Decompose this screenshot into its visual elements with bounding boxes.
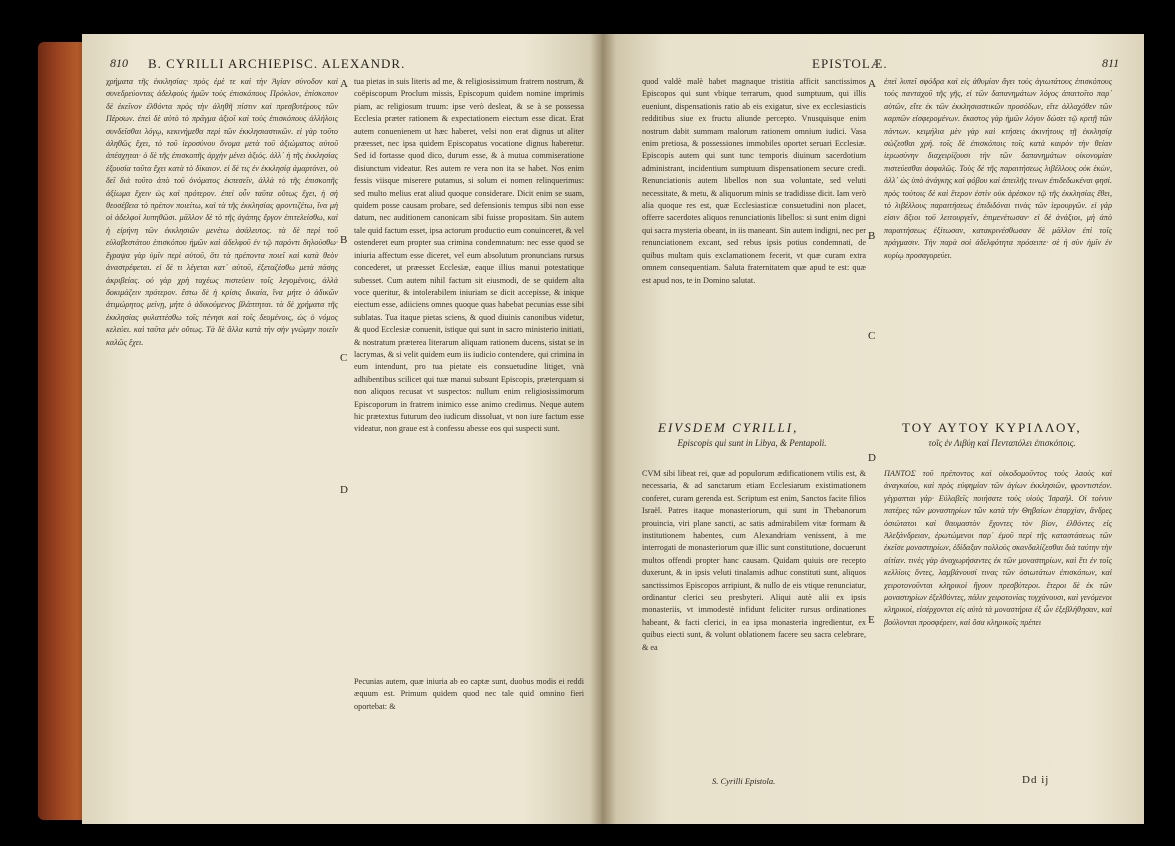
signature-mark: Dd ij (1022, 774, 1050, 786)
right-page (602, 34, 1144, 824)
left-latin-column (354, 76, 584, 666)
right-margin-letter-b: B (868, 230, 876, 242)
book-gutter (590, 34, 616, 824)
right-margin-letter-a: A (868, 78, 876, 90)
margin-letter-b: B (340, 234, 348, 246)
right-greek-text-bottom: ΠΑΝΤΟΣ τοῦ πρέποντος καὶ οἰκοδομοῦντος τοὺς λαοὺς καὶ ἀναγκαίου, καὶ πρὸς εὐφημίαν τῶν ἁγίων ἐκκλησιῶν, φροντιστέον. γέγραπται γάρ· Εὐλαβεῖς ποιήσατε τοὺς υἱοὺς Ἰσραήλ. Οἱ τοίνυν πατέρες τῶν μοναστηρίων τῶν κατὰ τὴν Θηβαίων ἐπαρχίαν, ἄνδρες ὁσιώτατοι καὶ θαυμαστὸν ἔχοντες τὸν βίον, ἐλθόντες εἰς Ἀλεξάνδρειαν, ἐρωτώμενοι παρ᾽ ἐμοῦ περὶ τῆς καταστάσεως τῶν ἐκεῖσε μοναστηρίων, ἐδίδαξαν πολλοὺς σκανδαλίζεσθαι διὰ ταύτην τὴν αἰτίαν. τινὲς γὰρ ἀναχωρήσαντες ἐκ τῶν μοναστηρίων, καὶ ἔτι ἐν τοῖς κελλίοις ὄντες, λαμβάνουσί τινας τῶν ὁσιωτάτων ἐπισκόπων, καὶ χειροτονοῦνται κληρικοὶ ἤγουν πρεσβύτεροι. ἕτεροι δὲ ἐκ τῶν μοναστηρίων ἐξελθόντες, πάλιν χειροτονίας τυγχάνουσι, καὶ γενόμενοι κληρικοί, εἰσέρχονται εἰς αὐτὰ τὰ μοναστήρια ἐξ ὧν ἐξεβλήθησαν, καὶ βούλονται προσφέρειν, καὶ ὅσα κληρικοῖς πρέπει (884, 469, 1112, 627)
right-greek-column-top (884, 76, 1112, 406)
left-page (82, 34, 602, 824)
margin-letter-c: C (340, 352, 348, 364)
right-greek-text-top: ἐπεὶ λυπεῖ σφόδρα καὶ εἰς ἀθυμίαν ἄγει τοὺς ἁγιωτάτους ἐπισκόπους τοὺς πανταχοῦ τῆς γῆς, εἰ τῶν δαπανημάτων λόγος ἀπαιτοῖτο παρ᾽ αὐτῶν, εἴτε ἐκ τῶν ἐκκλησιαστικῶν προσόδων, εἴτε ἀλλαχόθεν τῶν καρπῶν εἰσφερομένων. ἕκαστος γὰρ ἡμῶν λόγον δώσει τῷ κριτῇ τῶν πάντων. κειμήλια μὲν γὰρ καὶ κτήσεις ἀκινήτους τῇ ἐκκλησίᾳ σώζεσθαι χρή. τοῖς δὲ ἐπισκόποις τοῖς κατὰ καιρὸν τὴν θείαν ἱερωσύνην διαχειρίζουσι τὴν τῶν δαπανημάτων οἰκονομίαν πιστεύεσθαι ἀσφαλῶς. Τοὺς δὲ τῆς παραιτήσεως λιβέλλους οὐκ ἑκὼν, ἀλλ᾽ ὡς ὑπὸ ἀνάγκης καὶ φόβου καὶ ἀπειλῆς τινων ἐπιδεδωκέναι φησί. πρὸς τούτοις δὲ καὶ ἕτερον ἐστὶν οὐκ ἀρέσκον τῷ τῆς ἐκκλησίας ἔθει, τὸ λιβέλλους παραιτήσεως ἐπιδιδόναι τινὰς τῶν ἱερουργῶν. εἰ γάρ εἰσιν ἄξιοι τοῦ λειτουργεῖν, ἐπιμενέτωσαν· εἰ δὲ ἀνάξιοι, μὴ ἀπὸ παραιτήσεως ἐξίτωσαν, κατακρινέσθωσαν δὲ μᾶλλον ἐπὶ τοῖς πράγμασιν. Τὴν παρὰ σοὶ ἀδελφότητα πρόσειπε· σὲ ἡ σὺν ἡμῖν ἐν κυρίῳ προσαγορεύει. (884, 77, 1112, 260)
left-latin-text: tua pietas in suis literis ad me, & religiosissimum fratrem nostrum, & coëpiscopum Proclum missis, Episcopum quidem nomine imprimis piam, ac religiosum truum: ipse verò desleat, & se à se possessa Ecclesia præter rationem & expectationem eiectum esse dicat. Erat autem conuenienem ut hæc haberet, velsi non erat dignus ut aliter præesset, nec ipsa quidem Episcopatus vocatione dignus haberetur. Sed id fortasse quod dico, durum esse, & à mutua commiseratione disiunctum videatur. Res autem re vera non ita se habet. Nos enim fessis viisque miserere putamus, si solum ei nomen relinquerimus: sed multo melius erat aliud quoque considerare. Dicit enim se suam, quidem posse causam probare, sed defensionis tempus sibi non esse datum, nec auditionem canonicam sibi fuisse propositam. Sin autem tale quid factum esset, ipsa actorum productio eum conuinceret, & vel ostenderet eum propter sua crimina condemnatum: nec esse quod se iniuria affectum esse diceret, vel eum absolutum pronuncians rursus concederet, ut præesset Ecclesiæ, eaque illius manui potestatique subesset. Cum autem nihil factum sit eiusmodi, de se quidem alta voce queritur, & intolerabilem iniuriam se dicit accepisse, & inique eiectum esse, adiiciens omnes quoque quas habebat pecunias esse sibi sublatas. Tua itaque pietas sciens, & quod diuinis canonibus videtur, & quod Ecclesiæ conuenit, istique qui sunt in sacro ministerio initiati, & nostratum præterea literarum aliquam rationem ducens, sistat se in lacrymas, & si velit quidem eum iis iudicio contendere, qui crimina in eum intendunt, pro tua pietate eis consuetudine litiget, vnà adhibentibus scilicet qui tuæ manui subsunt Episcopis, præterquam si non aliquos recusat vt suspectos: nullum enim religiosissimorum Episcoporum in fratrem inimico esse animo credimus. Neque autem hic prætextus futurum deo iudicum dissoluat, vt non iure factum esse videatur, non graue est à confessu abesse eos qui suspecti sunt. (354, 77, 584, 434)
left-latin-tail-text: Pecunias autem, quæ iniuria ab eo captæ sunt, duobus modis ei reddi æquum est. Primum quidem quod nec tale quid omnino fieri oportebat: & (354, 677, 584, 711)
right-latin-column-top (642, 76, 866, 406)
right-latin-text-bottom: CVM sibi libeat rei, quæ ad populorum ædificationem vtilis est, & necessaria, & ad sanctarum etiam Ecclesiarum existimationem conferet, curam gerenda est. Scriptum est enim, Sanctos facite filios Israël. Patres itaque monasteriorum, qui sunt in Thebanorum prouincia, viri plane sancti, ac satis admirabilem vitæ formam & institutionem habentes, cum Alexandriam venissent, à me interrogati de monasteriorum quæ illic sunt constitutione, docuerunt multos offendi propter hanc causam. Quidam quiuis ore recepto duxerunt, & in ipsis veluti tinalamis adhuc constituti sunt, aliquos sanctissimos Episcopos arripiunt, & nullo de eis vtique renunciatur, ordinantur clerici seu presbyteri. Aliqui autè alii ex ipsis monasteriis, vt immodestè infidunt feliciter rursus ordinationes habeant, & facti clerici, in ea ipsa monasteria ingredientur, ex quibus eiecti sunt, & volunt oblationem facere seu sacra celebrare, & ea (642, 469, 866, 652)
open-book (38, 34, 1144, 824)
left-running-head: B. CYRILLI ARCHIEPISC. ALEXANDR. (148, 56, 406, 71)
right-margin-letter-e: E (868, 614, 875, 626)
section-title-greek: ΤΟΥ ΑΥΤΟΥ ΚΥΡΙΛΛΟΥ, (902, 420, 1082, 435)
right-page-number: 811 (1102, 56, 1120, 70)
margin-letter-a: A (340, 78, 348, 90)
margin-letter-d: D (340, 484, 348, 496)
left-page-number: 810 (110, 56, 128, 70)
left-latin-tail (354, 676, 584, 736)
right-latin-text-top: quod valdè malè habet magnaque tristitia afficit sanctissimos Episcopos qui sunt vbique terrarum, quod sumptuum, qui illis eueniunt, dispensationis ratio ab eis exigatur, sive ex ecclesiasticis redditibus siue ex fructu aliunde percepto. Vnusquisque enim nostrum dabit summam malorum rationem omnium iudici. Vasa enim pretiosa, & possessiones immobiles oportet seruari Ecclesiæ. Episcopis autem qui sunt tunc temporis diuinum sacerdotium administrant, incidentium sumptuum dispensationem secure credi. Renunciationis autem libellos non sua voluntate, sed veluti necessitate, & metu, & aliquorum minis se tradidisse dicit. Iam verò alia quoque res est, quæ Ecclesiasticæ consuetudini non placet, offerre sacerdotes aliquos renunciationis libellos: si sunt enim digni qui sacra mysteria obeant, in iis maneant. Sin autem indigni, nec per renunciationem excant, sed rebus ipsis potius condemnati, de quibus multam quis exclamationem fecerit, vt quæ curam extra omnem consequentiam. Saluta fraternitatem quæ apud te est: quæ est apud nos, te in Domino salutat. (642, 77, 866, 285)
section-subtitle-greek: τοῖς ἐν Λιβύῃ καὶ Πενταπόλει ἐπισκόποις. (928, 438, 1076, 448)
right-margin-letter-c: C (868, 330, 876, 342)
right-margin-letter-d: D (868, 452, 876, 464)
right-greek-column-bottom (884, 468, 1112, 768)
left-greek-column (106, 76, 338, 816)
left-greek-text: χρήματα τῆς ἐκκλησίας· πρὸς ἐμὲ τε καὶ τὴν Ἁγίαν σύνοδον καὶ συνεδρεύοντας ἀδελφοὺς ἡμῶν τοὺς ἐπισκόπους Πρόκλον, ἐπίσκοπον δὲ ἐκεῖνον ἐλθόντα πρὸς τὴν ἀληθῆ πίστιν καὶ πρεσβυτέρους τῶν Πέρσων. ἐπεὶ δὲ αὐτὸ τὸ πρᾶγμα ἀξιοῖ καὶ τοὺς ἐπισκόπους ἀλλήλοις συνδεῖσθαι λόγῳ, κεκινήμεθα περὶ τῶν ἐκκλησιαστικῶν. εἰ γὰρ τοῦτο ἀληθῶς ἔχει, τὸ τοῦ ἱεροσύνου ὄνομα μετὰ τοῦ ἀξιώματος αὐτοῦ ἀπέσχηται· ὁ δὲ τῆς ἐπισκοπῆς ἀρχὴν μένει ἀξιός. ἀλλ᾽ ἡ τῆς ἐκκλησίας ἐξουσία ταῦτα ἔχει κατὰ τὸ δίκαιον. εἰ δὲ τις ἐν ἐκκλησίᾳ ἁμαρτάνει, οὐ δεῖ διὰ τοῦτο ἀπὸ τοῦ ὀνόματος ἐκπεσεῖν, ἀλλὰ τὸ τῆς ἐπισκοπῆς ἀξίωμα ἔχειν ὡς καὶ πρότερον. ἐπεὶ οὖν ταῦτα οὕτως ἔχει, ἡ σὴ θεοσέβεια τὸ πρέπον ποιείτω, καὶ τὰ τῆς ἐκκλησίας φροντιζέτω, ἵνα μὴ οἱ ἀδελφοὶ λυπηθῶσι. μᾶλλον δὲ τὸ τῆς ἀγάπης ἔργον ἐπιτελείσθω, καὶ ἡ εἰρήνη τῶν ἐκκλησιῶν μενέτω ἀσάλευτος. τὰ δὲ περὶ τοῦ εὐλαβεστάτου ἐπισκόπου ἡμῶν καὶ ἀδελφοῦ ἐν τῷ παρόντι δηλούσθω· ἔγραψα γὰρ ὑμῖν περὶ αὐτοῦ, ὅτι τὰ πρέποντα ποιεῖ καὶ κατὰ θεὸν ἀναστρέφεται. εἰ δὲ τι λέγεται κατ᾽ αὐτοῦ, ἐξεταζέσθω μετὰ πάσης ἀκριβείας. οὐ γὰρ χρὴ ταχέως πιστεύειν τοῖς λεγομένοις, ἀλλὰ δοκιμάζειν πρότερον. ἔστω δὲ ἡ κρίσις δικαία, ἵνα μήτε ὁ ἀδικῶν ἀτιμώρητος μείνῃ, μήτε ὁ ἀδικούμενος βλάπτηται. τὰ δὲ χρήματα τῆς ἐκκλησίας φυλαττέσθω τοῖς πένησι καὶ τοῖς δεομένοις, ὡς ὁ νόμος κελεύει. καὶ ταῦτα μὲν οὕτως. Τὰ δὲ ἄλλα κατὰ τὴν σὴν γνώμην ποιεῖν καλῶς ἔχει. (106, 77, 338, 347)
section-subtitle-latin: Episcopis qui sunt in Libya, & Pentapoli. (677, 438, 827, 448)
catchword: S. Cyrilli Epistola. (712, 776, 776, 786)
right-running-head: EPISTOLÆ. (812, 56, 888, 71)
section-title-latin: EIVSDEM CYRILLI, (658, 420, 799, 435)
right-latin-column-bottom (642, 468, 866, 768)
